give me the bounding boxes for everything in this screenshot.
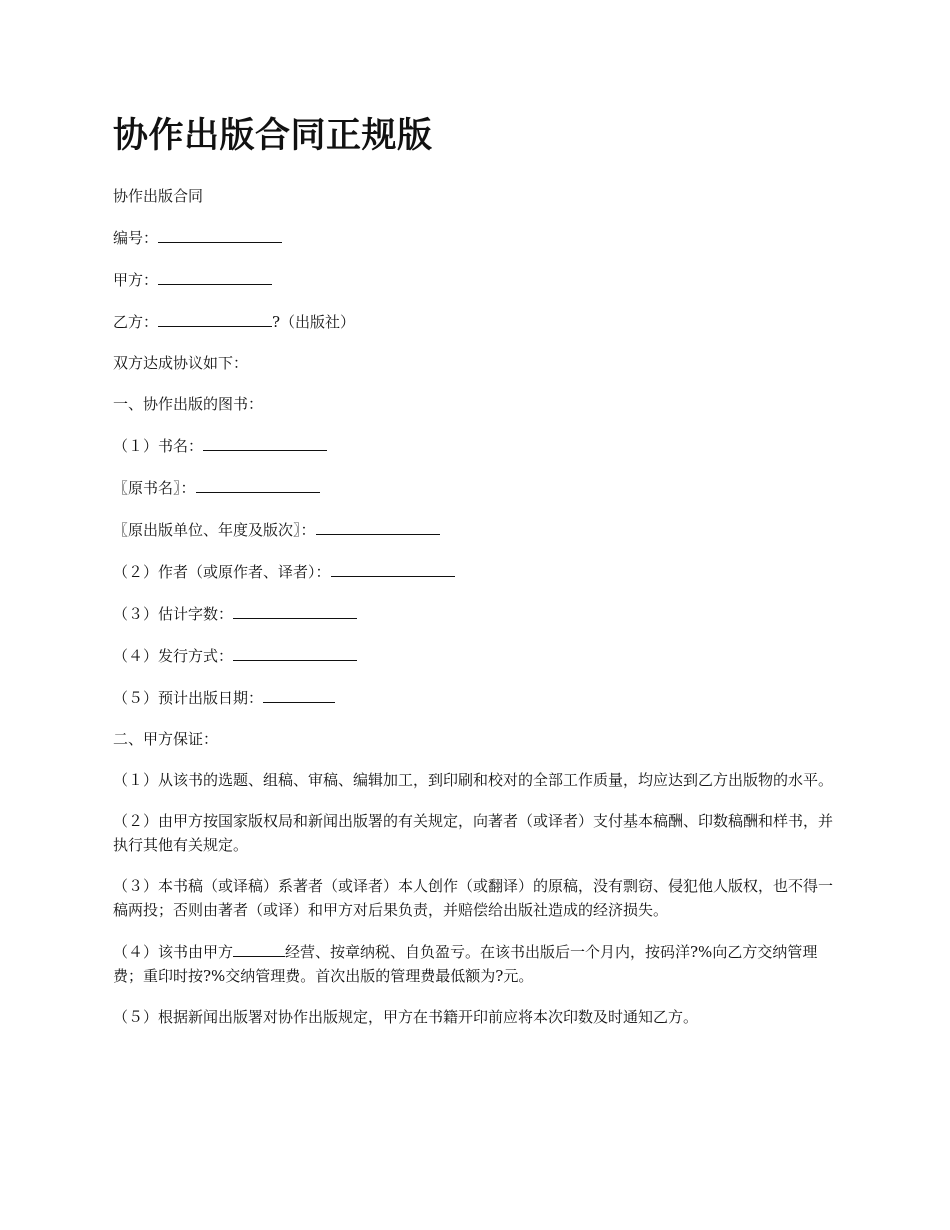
guarantee-paragraph-2: （２）由甲方按国家版权局和新闻出版署的有关规定，向著者（或译者）支付基本稿酬、印数稿酬和样书，并执行其他有关规定。 [113, 812, 834, 854]
original-publisher-line [113, 517, 840, 542]
contract-number-blank [158, 225, 282, 243]
word-count-label: （３）估计字数： [113, 605, 234, 623]
section-1-heading: 一、协作出版的图书： [113, 395, 264, 413]
guarantee-paragraph-4 [113, 939, 840, 988]
document-title: 协作出版合同正规版 [113, 116, 433, 156]
publish-date-blank [263, 685, 335, 703]
publish-date-label: （５）预计出版日期： [113, 689, 264, 707]
distribution-blank [233, 643, 357, 661]
author-line [113, 559, 840, 584]
guarantee-4-before: （４）该书由甲方 [113, 943, 234, 961]
original-title-label: 〖原书名〗： [113, 479, 196, 497]
word-count-blank [233, 601, 357, 619]
party-b-blank [158, 309, 272, 327]
contract-subtitle: 协作出版合同 [113, 187, 204, 205]
section-2-heading: 二、甲方保证： [113, 730, 219, 748]
author-blank [331, 559, 455, 577]
guarantee-paragraph-3: （３）本书稿（或译稿）系著者（或译者）本人创作（或翻译）的原稿，没有剽窃、侵犯他人版权，也不得一稿两投；否则由著者（或译）和甲方对后果负责，并赔偿给出版社造成的经济损失。 [113, 877, 834, 919]
original-title-line [113, 475, 840, 500]
party-b-suffix: ?（出版社） [272, 313, 356, 331]
guarantee-4-blank [233, 939, 285, 957]
guarantee-4-after: 经营、按章纳税、自负盈亏。在该书出版后一个月内，按码洋?%向乙方交纳管理费；重印时按?%交纳管理费。首次出版的管理费最低额为?元。 [113, 943, 818, 985]
word-count-line [113, 601, 840, 626]
guarantee-paragraph-5: （５）根据新闻出版署对协作出版规定，甲方在书籍开印前应将本次印数及时通知乙方。 [113, 1008, 699, 1026]
document-page [113, 112, 840, 1046]
original-publisher-label: 〖原出版单位、年度及版次〗： [113, 521, 316, 539]
author-label: （２）作者（或原作者、译者）： [113, 563, 331, 581]
distribution-label: （４）发行方式： [113, 647, 234, 665]
original-title-blank [196, 475, 320, 493]
party-a-label: 甲方： [113, 271, 159, 289]
party-b-label: 乙方： [113, 313, 159, 331]
party-a-line [113, 267, 840, 292]
contract-number-label: 编号： [113, 229, 159, 247]
party-b-line [113, 309, 840, 334]
book-title-label: （１）书名： [113, 437, 204, 455]
original-publisher-blank [316, 517, 440, 535]
contract-number-line [113, 225, 840, 250]
agreement-intro: 双方达成协议如下： [113, 354, 249, 372]
distribution-line [113, 643, 840, 668]
publish-date-line [113, 685, 840, 710]
book-title-line [113, 433, 840, 458]
guarantee-paragraph-1: （１）从该书的选题、组稿、审稿、编辑加工，到印刷和校对的全部工作质量，均应达到乙方出版物的水平。 [113, 771, 834, 789]
party-a-blank [158, 267, 272, 285]
book-title-blank [203, 433, 327, 451]
